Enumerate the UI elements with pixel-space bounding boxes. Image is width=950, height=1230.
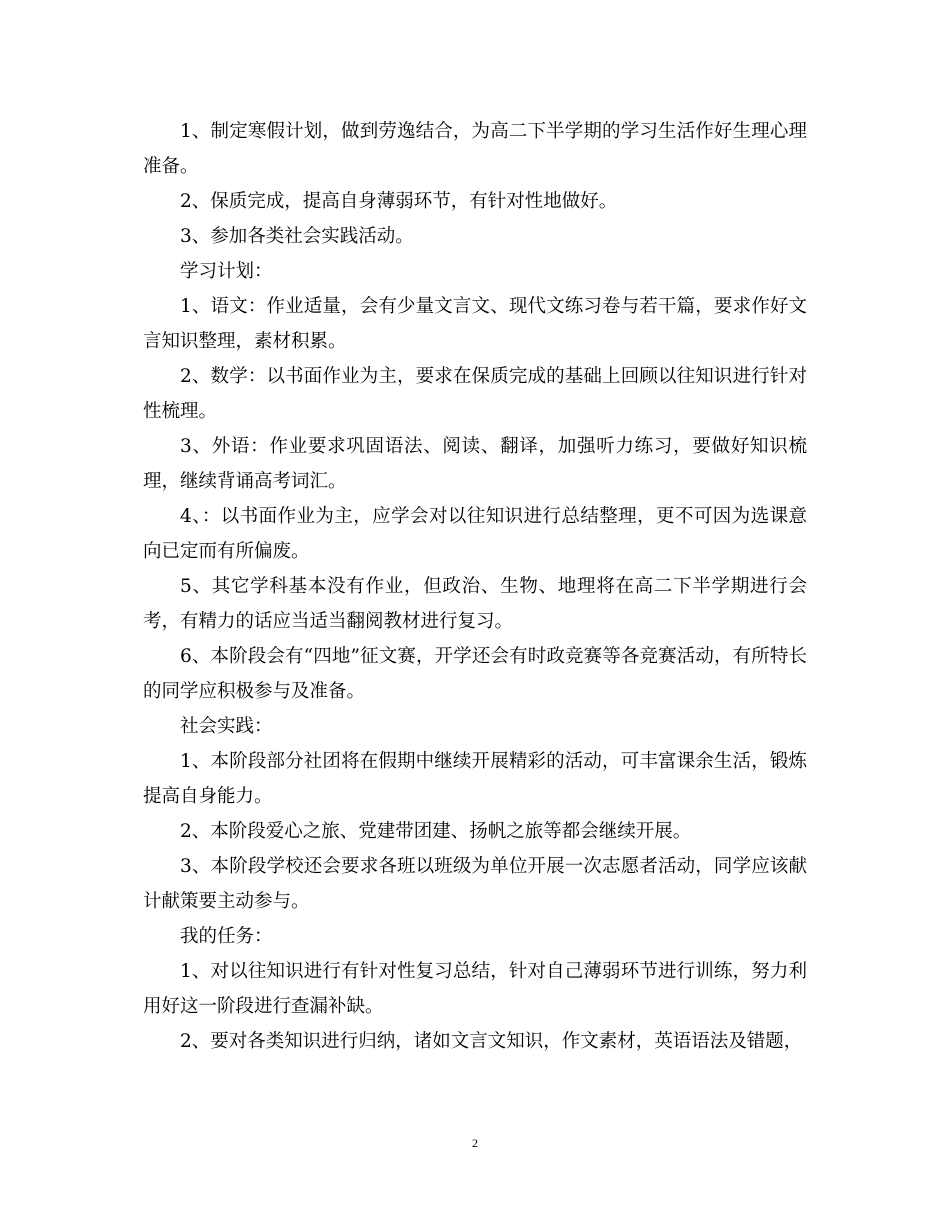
paragraph-competitions: 6、本阶段会有“四地”征文赛，开学还会有时政竞赛等各竞赛活动，有所特长的同学应积极参与及准备。 — [143, 646, 807, 702]
document-body — [143, 114, 807, 1059]
paragraph-volunteer: 3、本阶段学校还会要求各班以班级为单位开展一次志愿者活动，同学应该献计献策要主动参与。 — [143, 856, 807, 912]
section-heading-social-practice: 社会实践： — [180, 716, 273, 737]
paragraph-chinese: 1、语文：作业适量，会有少量文言文、现代文练习卷与若干篇，要求作好文言知识整理，素材积累。 — [143, 296, 807, 352]
page-number: 2 — [472, 1136, 478, 1150]
paragraph-2: 2、保质完成，提高自身薄弱环节，有针对性地做好。 — [180, 191, 618, 212]
section-heading-my-tasks: 我的任务： — [180, 926, 273, 947]
paragraph-3: 3、参加各类社会实践活动。 — [180, 226, 414, 247]
section-heading-study-plan: 学习计划： — [180, 261, 273, 282]
paragraph-other-subjects: 5、其它学科基本没有作业，但政治、生物、地理将在高二下半学期进行会考，有精力的话应当适当翻阅教材进行复习。 — [143, 576, 807, 632]
paragraph-math: 2、数学：以书面作业为主，要求在保质完成的基础上回顾以往知识进行针对性梳理。 — [143, 366, 807, 422]
paragraph-review: 1、对以往知识进行有针对性复习总结，针对自己薄弱环节进行训练，努力利用好这一阶段进行查漏补缺。 — [143, 961, 807, 1017]
paragraph-item-4: 4、：以书面作业为主，应学会对以往知识进行总结整理，更不可因为选课意向已定而有所偏废。 — [143, 506, 807, 562]
paragraph-activities: 2、本阶段爱心之旅、党建带团建、扬帆之旅等都会继续开展。 — [180, 821, 692, 842]
paragraph-clubs: 1、本阶段部分社团将在假期中继续开展精彩的活动，可丰富课余生活，锻炼提高自身能力。 — [143, 751, 807, 807]
paragraph-1: 1、制定寒假计划，做到劳逸结合，为高二下半学期的学习生活作好生理心理准备。 — [143, 121, 807, 177]
paragraph-foreign-language: 3、外语：作业要求巩固语法、阅读、翻译，加强听力练习，要做好知识梳理，继续背诵高考词汇。 — [143, 436, 807, 492]
paragraph-summarize: 2、要对各类知识进行归纳，诸如文言文知识，作文素材，英语语法及错题， — [180, 1031, 803, 1052]
